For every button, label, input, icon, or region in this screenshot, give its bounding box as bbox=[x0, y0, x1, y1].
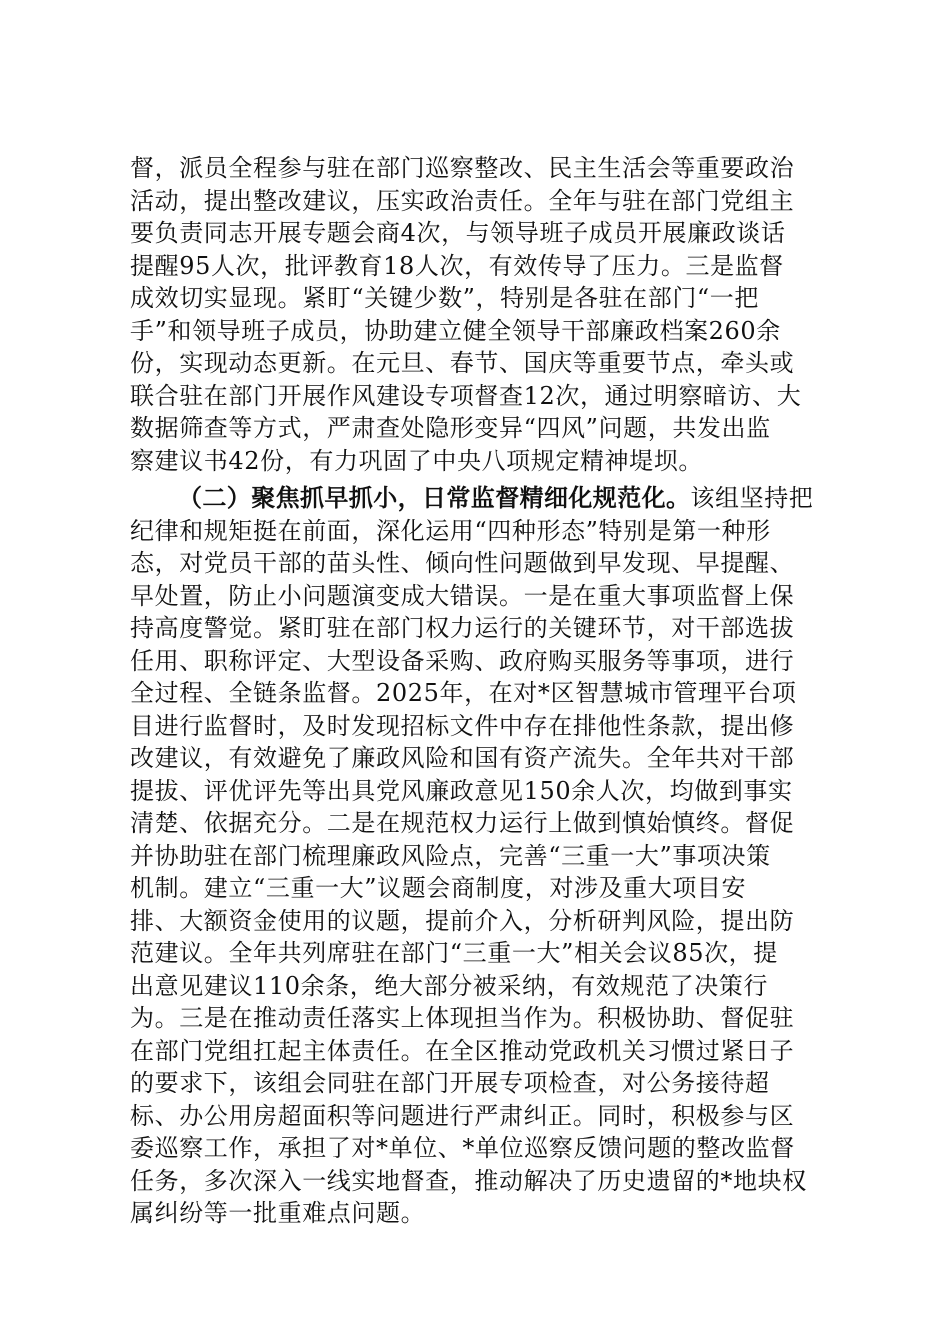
text-line: 提拔、评优评先等出具党风廉政意见150余人次，均做到事实 bbox=[130, 776, 793, 805]
text-line: 提醒95人次，批评教育18人次，有效传导了压力。三是监督 bbox=[130, 251, 784, 280]
text-line: 委巡察工作，承担了对*单位、*单位巡察反馈问题的整改监督 bbox=[130, 1134, 795, 1162]
text-line: 的要求下，该组会同驻在部门开展专项检查，对公务接待超 bbox=[130, 1069, 770, 1097]
text-line: 联合驻在部门开展作风建设专项督查12次，通过明察暗访、大 bbox=[130, 381, 802, 410]
text-line: 活动，提出整改建议，压实政治责任。全年与驻在部门党组主 bbox=[130, 186, 795, 215]
text-line: 持高度警觉。紧盯驻在部门权力运行的关键环节，对干部选拔 bbox=[130, 614, 795, 642]
paragraph-2-first-line bbox=[130, 482, 830, 515]
text-line: 清楚、依据充分。二是在规范权力运行上做到慎始慎终。督促 bbox=[130, 809, 795, 837]
text-line: 任用、职称评定、大型设备采购、政府购买服务等事项，进行 bbox=[130, 646, 795, 675]
text-line: 属纠纷等一批重难点问题。 bbox=[130, 1199, 426, 1227]
text-line: 纪律和规矩挺在前面，深化运用“四种形态”特别是第一种形 bbox=[130, 516, 771, 545]
text-line: 目进行监督时，及时发现招标文件中存在排他性条款，提出修 bbox=[130, 711, 795, 740]
text-line: 任务，多次深入一线实地督查，推动解决了历史遗留的*地块权 bbox=[130, 1166, 807, 1195]
text-line: 要负责同志开展专题会商4次，与领导班子成员开展廉政谈话 bbox=[130, 219, 786, 247]
text-line: 察建议书42份，有力巩固了中央八项规定精神堤坝。 bbox=[130, 446, 703, 475]
text-line: 全过程、全链条监督。2025年，在对*区智慧城市管理平台项 bbox=[130, 679, 797, 707]
text-line: 并协助驻在部门梳理廉政风险点，完善“三重一大”事项决策 bbox=[130, 841, 771, 870]
text-line: 在部门党组扛起主体责任。在全区推动党政机关习惯过紧日子 bbox=[130, 1036, 795, 1065]
text-line: 改建议，有效避免了廉政风险和国有资产流失。全年共对干部 bbox=[130, 744, 795, 772]
text-line: 出意见建议110余条，绝大部分被采纳，有效规范了决策行 bbox=[130, 971, 769, 1000]
text-line: 范建议。全年共列席驻在部门“三重一大”相关会议85次，提 bbox=[130, 939, 778, 967]
text-line: 早处置，防止小问题演变成大错误。一是在重大事项监督上保 bbox=[130, 581, 795, 610]
text-line: 数据筛查等方式，严肃查处隐形变异“四风”问题，共发出监 bbox=[130, 414, 771, 442]
text-line: 机制。建立“三重一大”议题会商制度，对涉及重大项目安 bbox=[130, 874, 747, 902]
text-line: 标、办公用房超面积等问题进行严肃纠正。同时，积极参与区 bbox=[130, 1101, 795, 1130]
text-line: 手”和领导班子成员，协助建立健全领导干部廉政档案260余 bbox=[130, 316, 781, 345]
text-line-rest: 该组坚持把 bbox=[690, 484, 814, 512]
text-line: 为。三是在推动责任落实上体现担当作为。积极协助、督促驻 bbox=[130, 1004, 795, 1032]
paragraph-1 bbox=[130, 152, 830, 477]
text-line: 成效切实显现。紧盯“关键少数”，特别是各驻在部门“一把 bbox=[130, 284, 760, 312]
text-line: 态，对党员干部的苗头性、倾向性问题做到早发现、早提醒、 bbox=[130, 549, 795, 577]
section-heading: （二）聚焦抓早抓小，日常监督精细化规范化。 bbox=[178, 484, 691, 512]
text-line: 督，派员全程参与驻在部门巡察整改、民主生活会等重要政治 bbox=[130, 154, 795, 182]
text-line: 排、大额资金使用的议题，提前介入，分析研判风险，提出防 bbox=[130, 906, 795, 935]
paragraph-2 bbox=[130, 482, 830, 1230]
text-line: 份，实现动态更新。在元旦、春节、国庆等重要节点，牵头或 bbox=[130, 349, 795, 377]
